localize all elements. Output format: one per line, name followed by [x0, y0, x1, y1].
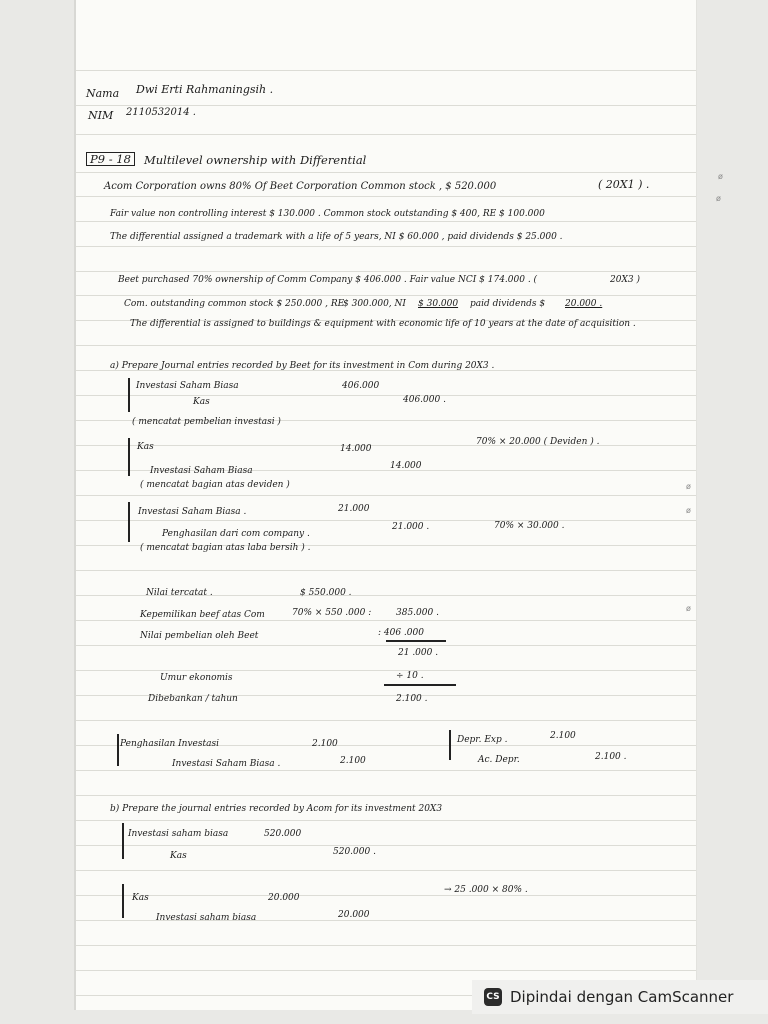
ruled-line: [76, 720, 696, 721]
journal-b2-calc: → 25 .000 × 80% .: [444, 885, 528, 895]
ruled-line: [76, 870, 696, 871]
calc-book-value: $ 550.000 .: [300, 588, 352, 598]
journal-a2-debit-amount: 14.000: [340, 444, 372, 454]
journal-bracket: [122, 884, 124, 918]
ruled-line: [76, 645, 696, 646]
ruled-line: [76, 770, 696, 771]
journal-a4-credit: Investasi Saham Biasa .: [172, 759, 281, 769]
ruled-line: [76, 70, 696, 71]
journal-b2-credit: Investasi saham biasa: [156, 913, 257, 923]
part-a-heading: a) Prepare Journal entries recorded by Beet for its investment in Com during 20X3 .: [110, 361, 495, 371]
journal-b1-debit: Investasi saham biasa: [128, 829, 229, 839]
journal-a3-credit: Penghasilan dari com company .: [162, 529, 310, 539]
camscanner-logo-icon: CS: [484, 988, 502, 1006]
journal-a1-debit: Investasi Saham Biasa: [136, 381, 239, 391]
ruled-line: [76, 795, 696, 796]
problem-year-1: ( 20X1 ) .: [598, 178, 650, 191]
student-nim: 2110532014 .: [126, 107, 196, 118]
ruled-line: [76, 221, 696, 222]
part-b-heading: b) Prepare the journal entries recorded by Acom for its investment 20X3: [110, 804, 443, 814]
margin-mark: ø: [716, 194, 721, 203]
journal-a1-credit-amount: 406.000 .: [403, 395, 446, 405]
margin-mark: ø: [718, 172, 723, 181]
problem-line-3: The differential assigned a trademark with a life of 5 years, NI $ 60.000 , paid dividends $ 25.000 .: [110, 232, 563, 242]
journal-a3-calc: 70% × 30.000 .: [494, 521, 565, 531]
journal-a4-debit: Penghasilan Investasi: [120, 739, 219, 749]
ruled-line: [76, 271, 696, 272]
problem-title: Multilevel ownership with Differential: [144, 153, 367, 167]
journal-b2-debit: Kas: [132, 893, 149, 903]
journal-b2-debit-amount: 20.000: [268, 893, 300, 903]
journal-a2-credit-amount: 14.000: [390, 461, 422, 471]
ruled-line: [76, 495, 696, 496]
ruled-line: [76, 172, 696, 173]
calc-ownership-label: Kepemilikan beef atas Com: [140, 610, 265, 620]
calc-differential: 21 .000 .: [398, 648, 439, 658]
problem-line-5d: paid dividends $: [470, 299, 546, 309]
calc-book-value-label: Nilai tercatat .: [146, 588, 213, 598]
journal-a5-debit: Depr. Exp .: [457, 735, 508, 745]
nim-label: NIM: [88, 109, 114, 122]
ruled-line: [76, 945, 696, 946]
name-label: Nama: [86, 87, 120, 100]
ruled-line: [76, 570, 696, 571]
journal-a3-note: ( mencatat bagian atas laba bersih ) .: [140, 543, 311, 553]
problem-line-5e: 20.000 .: [565, 299, 603, 309]
problem-line-5b: $ 300.000, NI: [343, 299, 406, 309]
journal-b1-debit-amount: 520.000: [264, 829, 302, 839]
camscanner-text: Dipindai dengan CamScanner: [510, 988, 734, 1006]
calc-ownership-formula: 70% × 550 .000 :: [292, 608, 372, 618]
journal-bracket: [128, 378, 130, 412]
margin-mark: ø: [686, 604, 691, 613]
calc-purchase-value: : 406 .000: [378, 628, 424, 638]
journal-a4-debit-amount: 2.100: [312, 739, 338, 749]
journal-a4-credit-amount: 2.100: [340, 756, 366, 766]
journal-b2-credit-amount: 20.000: [338, 910, 370, 920]
journal-bracket: [117, 734, 119, 766]
journal-a3-debit: Investasi Saham Biasa .: [138, 507, 247, 517]
journal-a2-debit: Kas: [137, 442, 154, 452]
ruled-line: [76, 295, 696, 296]
calc-purchase-label: Nilai pembelian oleh Beet: [140, 631, 259, 641]
ruled-line: [76, 895, 696, 896]
problem-line-5c: $ 30.000: [418, 299, 459, 309]
ruled-line: [76, 445, 696, 446]
journal-a2-calc: 70% × 20.000 ( Deviden ) .: [476, 437, 600, 447]
calc-subtotal-rule: [386, 640, 446, 642]
calc-charge-value: 2.100 .: [396, 694, 428, 704]
journal-a3-debit-amount: 21.000: [338, 504, 370, 514]
ruled-line: [76, 970, 696, 971]
problem-number: P9 - 18: [86, 152, 135, 166]
student-name: Dwi Erti Rahmaningsih .: [136, 83, 274, 96]
journal-a1-debit-amount: 406.000: [342, 381, 380, 391]
journal-b1-credit: Kas: [170, 851, 187, 861]
ruled-line: [76, 395, 696, 396]
ruled-line: [76, 345, 696, 346]
problem-year-2: 20X3 ): [610, 275, 640, 285]
margin-mark: ø: [686, 506, 691, 515]
calc-ownership-value: 385.000 .: [396, 608, 439, 618]
journal-a2-note: ( mencatat bagian atas deviden ): [140, 480, 290, 490]
journal-bracket: [122, 823, 124, 859]
journal-b1-credit-amount: 520.000 .: [333, 847, 376, 857]
calc-total-rule: [384, 684, 456, 686]
calc-life-label: Umur ekonomis: [160, 673, 233, 683]
ruled-line: [76, 196, 696, 197]
problem-line-5a: Com. outstanding common stock $ 250.000 , RE: [124, 299, 345, 309]
notebook-page: [74, 0, 697, 1010]
ruled-line: [76, 520, 696, 521]
problem-line-6: The differential is assigned to buildings & equipment with economic life of 10 years at the date of acquisition .: [130, 319, 636, 329]
journal-a2-credit: Investasi Saham Biasa: [150, 466, 253, 476]
journal-bracket: [449, 730, 451, 760]
margin-mark: ø: [686, 482, 691, 491]
camscanner-watermark: [472, 980, 768, 1014]
ruled-line: [76, 820, 696, 821]
journal-a5-credit-amount: 2.100 .: [595, 752, 627, 762]
ruled-line: [76, 105, 696, 106]
problem-line-1: Acom Corporation owns 80% Of Beet Corporation Common stock , $ 520.000: [104, 181, 497, 192]
problem-line-4: Beet purchased 70% ownership of Comm Company $ 406.000 . Fair value NCI $ 174.000 . (: [118, 275, 538, 285]
journal-a5-debit-amount: 2.100: [550, 731, 576, 741]
journal-a5-credit: Ac. Depr.: [478, 755, 520, 765]
ruled-line: [76, 845, 696, 846]
ruled-line: [76, 246, 696, 247]
journal-bracket: [128, 438, 130, 476]
journal-bracket: [128, 502, 130, 542]
ruled-line: [76, 134, 696, 135]
journal-a3-credit-amount: 21.000 .: [392, 522, 430, 532]
calc-charge-label: Dibebankan / tahun: [148, 694, 238, 704]
calc-life-value: ÷ 10 .: [396, 671, 424, 681]
ruled-line: [76, 670, 696, 671]
problem-line-2: Fair value non controlling interest $ 130.000 . Common stock outstanding $ 400, RE $ 100.000: [110, 209, 545, 219]
journal-a1-credit: Kas: [193, 397, 210, 407]
journal-a1-note: ( mencatat pembelian investasi ): [132, 417, 281, 427]
